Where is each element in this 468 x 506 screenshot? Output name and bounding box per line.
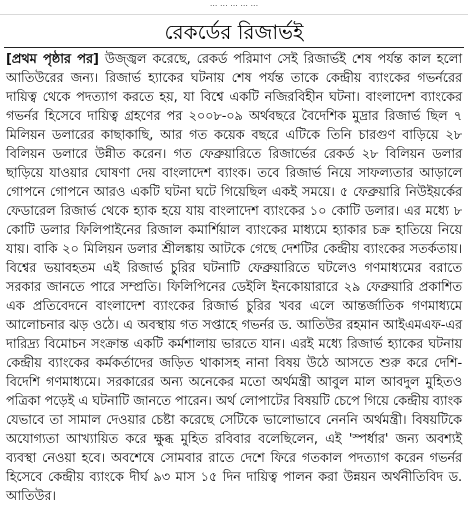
continuation-marker: [প্রথম পৃষ্ঠার পর] [6, 52, 99, 67]
cropped-previous-text: ... ... ... ... ... [0, 0, 468, 15]
article-body-text: উজ্জ্বল করেছে, রেকর্ড পরিমাণ সেই রিজার্ভই শেষ পর্যন্ত কাল হলো আতিউরের জন্য। রিজার্ভ হ্যাকের ঘটনায় শেষ পর্যন্ত তাকে কেন্দ্রীয় ব্যাংকের গভর্নরের দায়িত্ব থেকে পদত্যাগ করতে হয়, যা বিশ্বে একটি নজিরবিহীন ঘটনা। বাংলাদেশ ব্যাংকের গভর্নর হিসেবে দায়িত্ব গ্রহণের পর ২০০৮-০৯ অর্থবছরে বৈদেশিক মুদ্রার রিজার্ভ ছিল ৭ মিলিয়ন ডলারের কাছাকাছি, আর গত কয়েক বছরে এটিকে তিনি চারগুণ বাড়িয়ে ২৮ বিলিয়ন ডলারে উন্নীত করেন। গত ফেব্রুয়ারিতে রিজার্ভের রেকর্ড ২৮ বিলিয়ন ডলার ছাড়িয়ে যাওয়ার ঘোষণা দেয় বাংলাদেশ ব্যাংক। তবে রিজার্ভ নিয়ে সাফল্যতার আড়ালে গোপনে গোপনে আরও একটি ঘটনা ঘটে গিয়েছিল একই সময়ে। ৫ ফেব্রুয়ারি নিউইয়র্কের ফেডারেল রিজার্ভ থেকে হ্যাক হয়ে যায় বাংলাদেশ ব্যাংকের ১০ কোটি ডলার। এর মধ্যে ৮ কোটি ডলার ফিলিপাইনের রিজাল কমার্শিয়াল ব্যাংকের মাধ্যমে হ্যাকার চক্র হাতিয়ে নিয়ে যায়। বাকি ২০ মিলিয়ন ডলার শ্রীলঙ্কায় আটকে গেছে দেশটির কেন্দ্রীয় ব্যাংকের সতর্কতায়। বিশ্বের ভয়াবহতম এই রিজার্ভ চুরির ঘটনাটি ফেব্রুয়ারিতে ঘটলেও গণমাধ্যমের বরাতে সরকার জানতে পারে সম্প্রতি। ফিলিপিনের ডেইলি ইনকোয়ারারে ২৯ ফেব্রুয়ারি প্রকাশিত এক প্রতিবেদনে বাংলাদেশ ব্যাংকের রিজার্ভ চুরির খবর এলে আন্তর্জাতিক গণমাধ্যমে আলোচনার ঝড় ওঠে। এ অবস্থায় গত সপ্তাহে গভর্নর ড. আতিউর রহমান আইএমএফ-এর দারিদ্র্য বিমোচন সংক্রান্ত একটি কর্মশালায় ভারতে যান। এরই মধ্যে রিজার্ভ হ্যাকের ঘটনায় কেন্দ্রীয় ব্যাংকের কর্মকর্তাদের জড়িত থাকাসহ নানা বিষয় উঠে আসতে শুরু করে দেশি-বিদেশি গণমাধ্যমে। সরকারের অন্য অনেকের মতো অর্থমন্ত্রী আবুল মাল আবদুল মুহিতও পত্রিকা পড়েই এ ঘটনাটি জানতে পারেন। অর্থ লোপাটের বিষয়টি চেপে গিয়ে কেন্দ্রীয় ব্যাংক যেভাবে তা সামাল দেওয়ার চেষ্টা করেছে সেটিকে ভালোভাবে নেননি অর্থমন্ত্রী। বিষয়টিকে অযোগ্যতা আখ্যায়িত করে ক্ষুব্ধ মুহিত রবিবার বলেছিলেন, এই 'স্পর্ধার' জন্য অবশ্যই ব্যবস্থা নেওয়া হবে। অবশেষে সোমবার রাতে দেশে ফিরে গতকাল পদত্যাগ করেন গভর্নর হিসেবে কেন্দ্রীয় ব্যাংকে দীর্ঘ ৯৩ মাস ১৫ দিন দায়িত্ব পালন করা উন্নয়ন অর্থনীতিবিদ ড. আতিউর। [6, 52, 463, 504]
article-body [0, 50, 468, 504]
headline-divider [4, 47, 464, 48]
headline: রেকর্ডের রিজার্ভই [164, 20, 304, 44]
